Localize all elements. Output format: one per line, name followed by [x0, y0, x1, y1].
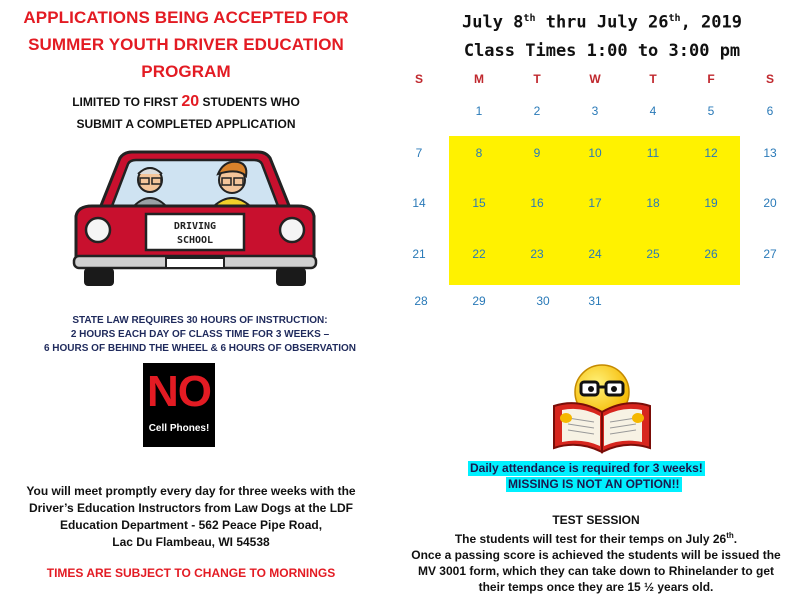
- date-year: , 2019: [680, 12, 742, 33]
- calendar-day: 21: [412, 247, 426, 261]
- limit-post: STUDENTS WHO: [199, 95, 300, 109]
- weekday-header: M: [474, 72, 484, 86]
- calendar-day: 3: [591, 104, 599, 118]
- meet-line-3: Education Department - 562 Peace Pipe Road,: [59, 518, 323, 532]
- calendar-day: 29: [472, 294, 486, 308]
- meet-line-1: You will meet promptly every day for three weeks with the: [26, 484, 356, 498]
- calendar-day: 6: [766, 104, 774, 118]
- calendar-day: 1: [475, 104, 483, 118]
- date-start-suffix: th: [523, 13, 536, 24]
- calendar-day: 8: [475, 146, 483, 160]
- enrollment-limit: [0, 91, 372, 135]
- no-text: NO: [147, 367, 211, 416]
- attendance-notice: Daily attendance is required for 3 weeks!: [470, 461, 703, 475]
- test-session-info: [396, 512, 796, 595]
- test-title: TEST SESSION: [552, 513, 640, 527]
- calendar-day: 30: [536, 294, 550, 308]
- limit-line-1: [0, 91, 372, 113]
- car-illustration: [68, 140, 322, 290]
- calendar-day: 17: [588, 196, 602, 210]
- calendar-day: 4: [649, 104, 657, 118]
- weekday-header: W: [589, 72, 601, 86]
- cell-phones-text: Cell Phones!: [148, 423, 210, 434]
- meeting-info: [0, 483, 382, 551]
- test-line-2: Once a passing score is achieved the students will be issued the: [411, 548, 781, 562]
- class-times: Class Times 1:00 to 3:00 pm: [463, 40, 741, 61]
- date-range: [412, 5, 792, 37]
- reading-smiley-icon: [550, 362, 654, 456]
- calendar-day: 26: [704, 247, 718, 261]
- weekday-header: F: [707, 72, 715, 86]
- date-end: thru July 26: [535, 12, 669, 33]
- date-start: July 8: [462, 12, 524, 33]
- state-law-requirements: [0, 314, 400, 356]
- car-sign-line-2: SCHOOL: [176, 235, 214, 246]
- calendar-day: 9: [533, 146, 541, 160]
- missing-notice: MISSING IS NOT AN OPTION!!: [508, 477, 680, 491]
- calendar-day: 27: [763, 247, 777, 261]
- calendar-day: 11: [646, 146, 660, 160]
- meet-line-2: Driver’s Education Instructors from Law Dogs at the LDF: [28, 501, 354, 515]
- calendar-day: 13: [763, 146, 777, 160]
- test-line-4: their temps once they are 15 ½ years old.: [478, 580, 714, 594]
- car-sign-line-1: DRIVING: [173, 221, 217, 232]
- test-line-3: MV 3001 form, which they can take down to Rhinelander to get: [417, 564, 775, 578]
- calendar-day: 18: [646, 196, 660, 210]
- class-dates: [412, 5, 792, 65]
- calendar-day: 14: [412, 196, 426, 210]
- calendar-day: 19: [704, 196, 718, 210]
- law-line-3: 6 HOURS OF BEHIND THE WHEEL & 6 HOURS OF OBSERVATION: [43, 343, 357, 354]
- calendar-day: 24: [588, 247, 602, 261]
- limit-number: 20: [181, 93, 200, 110]
- law-line-2: 2 HOURS EACH DAY OF CLASS TIME FOR 3 WEEKS –: [70, 329, 330, 340]
- test-line-1-end: .: [733, 532, 738, 546]
- weekday-header: T: [533, 72, 541, 86]
- calendar-day: 7: [415, 146, 423, 160]
- test-line-1: [396, 528, 796, 547]
- date-end-suffix: th: [668, 13, 681, 24]
- program-headline: [0, 4, 372, 85]
- meet-line-4: Lac Du Flambeau, WI 54538: [112, 535, 270, 549]
- calendar-day: 2: [533, 104, 541, 118]
- calendar-day: 15: [472, 196, 486, 210]
- calendar-day: 12: [704, 146, 718, 160]
- calendar-day: 23: [530, 247, 544, 261]
- calendar-day: 5: [707, 104, 715, 118]
- test-line-1-text: The students will test for their temps on July 26: [454, 532, 727, 546]
- limit-line-2: SUBMIT A COMPLETED APPLICATION: [76, 117, 296, 131]
- times-change-notice: TIMES ARE SUBJECT TO CHANGE TO MORNINGS: [46, 566, 336, 580]
- law-line-1: STATE LAW REQUIRES 30 HOURS OF INSTRUCTION:: [72, 315, 328, 326]
- weekday-header: S: [414, 72, 423, 86]
- calendar-day: 16: [530, 196, 544, 210]
- calendar-day: 22: [472, 247, 486, 261]
- headline-line-1: APPLICATIONS BEING ACCEPTED FOR: [23, 8, 349, 27]
- no-cell-phones-sign: [143, 363, 215, 447]
- calendar-day: 28: [414, 294, 428, 308]
- calendar-day: 25: [646, 247, 660, 261]
- calendar-day: 10: [588, 146, 602, 160]
- weekday-header: T: [649, 72, 657, 86]
- headline-line-2: SUMMER YOUTH DRIVER EDUCATION: [28, 35, 344, 54]
- weekday-header: S: [765, 72, 774, 86]
- limit-pre: LIMITED TO FIRST: [72, 95, 182, 109]
- calendar-day: 20: [763, 196, 777, 210]
- test-line-1-suffix: th: [726, 531, 734, 540]
- calendar-day: 31: [588, 294, 602, 308]
- headline-line-3: PROGRAM: [141, 62, 231, 81]
